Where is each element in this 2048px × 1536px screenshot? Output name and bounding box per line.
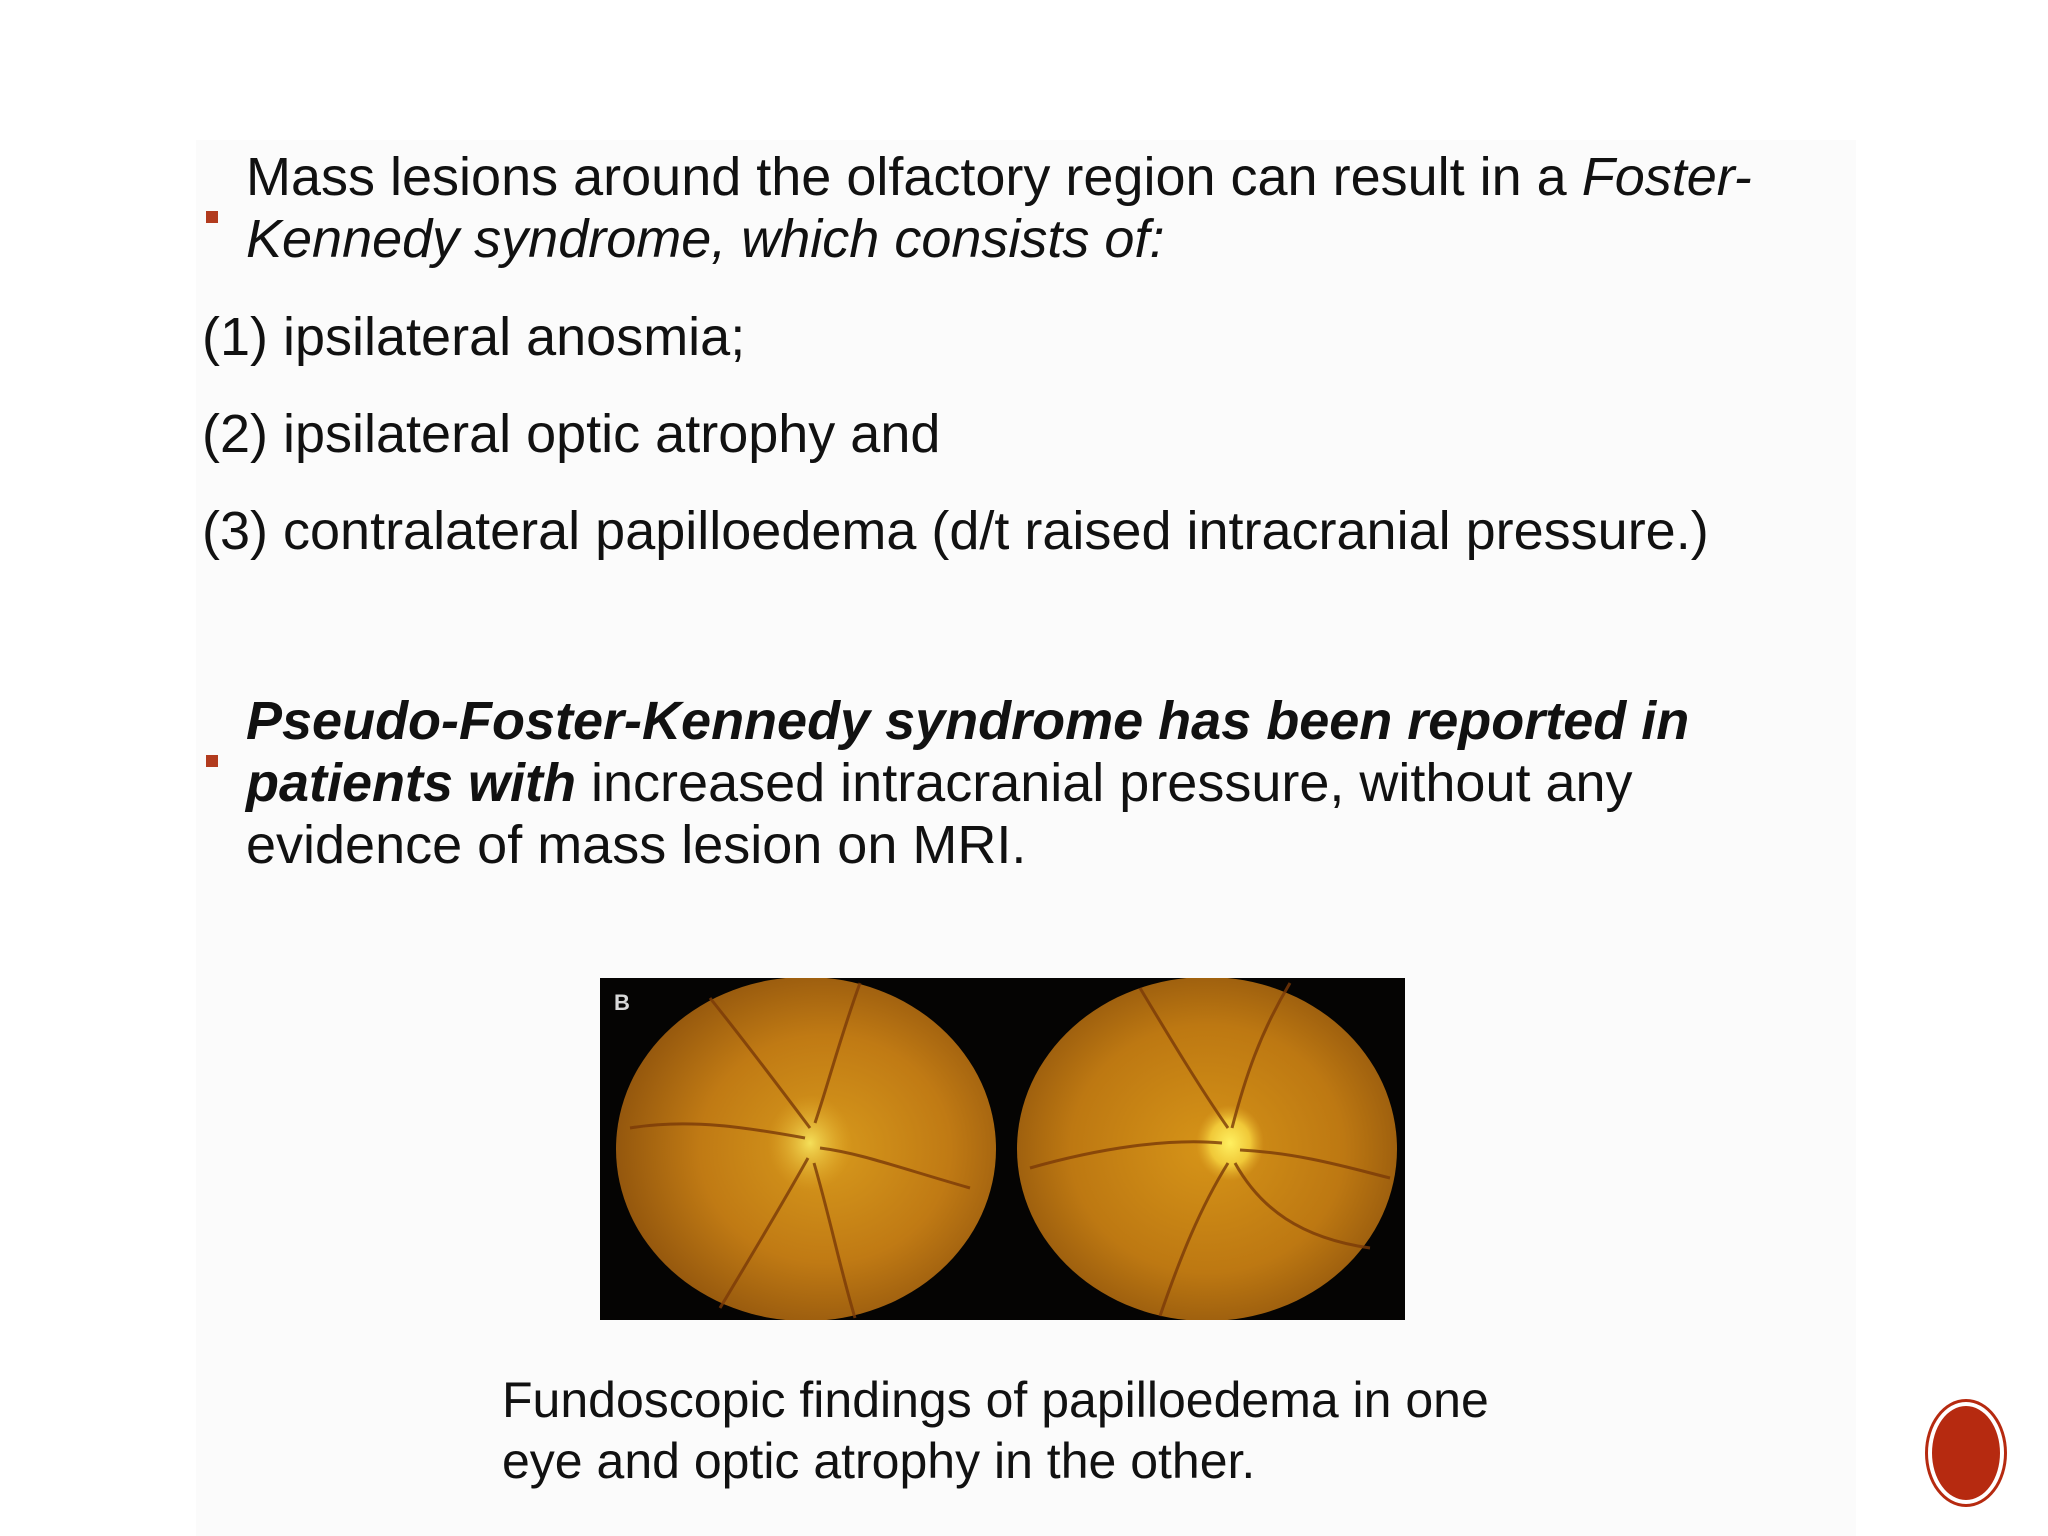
- bullet-line-text: Mass lesions around the olfactory region can result in a: [246, 147, 1582, 207]
- bullet-line-text: evidence of mass lesion on MRI.: [246, 815, 1027, 875]
- emphasis-text-continued: patients with: [246, 753, 577, 813]
- syndrome-name-continued: Kennedy syndrome, which consists of:: [246, 209, 1165, 269]
- square-bullet-icon: [206, 174, 218, 186]
- syndrome-name-italic: Foster-: [1581, 147, 1752, 207]
- bullet-text: [246, 146, 1886, 270]
- fundus-photograph: [600, 978, 1405, 1320]
- caption-line-1: Fundoscopic findings of papilloedema in one: [502, 1372, 1489, 1428]
- bullet-line-text: increased intracranial pressure, without any: [576, 753, 1633, 813]
- bullet-foster-kennedy: [206, 146, 1886, 270]
- emphasis-text: Pseudo-Foster-Kennedy syndrome has been reported in: [246, 691, 1690, 751]
- figure-caption: [502, 1370, 1602, 1492]
- numbered-item-1: (1) ipsilateral anosmia;: [202, 307, 746, 367]
- numbered-item-3: (3) contralateral papilloedema (d/t raised intracranial pressure.): [202, 501, 1709, 561]
- next-slide-circle-icon[interactable]: [1928, 1402, 2004, 1504]
- square-bullet-icon: [206, 718, 218, 730]
- bullet-text: [246, 690, 1886, 876]
- fundus-image: [600, 978, 1405, 1320]
- caption-line-2: eye and optic atrophy in the other.: [502, 1433, 1256, 1489]
- numbered-item-2: (2) ipsilateral optic atrophy and: [202, 404, 941, 464]
- bullet-pseudo-foster-kennedy: [206, 690, 1886, 876]
- figure-panel-label: B: [614, 990, 630, 1015]
